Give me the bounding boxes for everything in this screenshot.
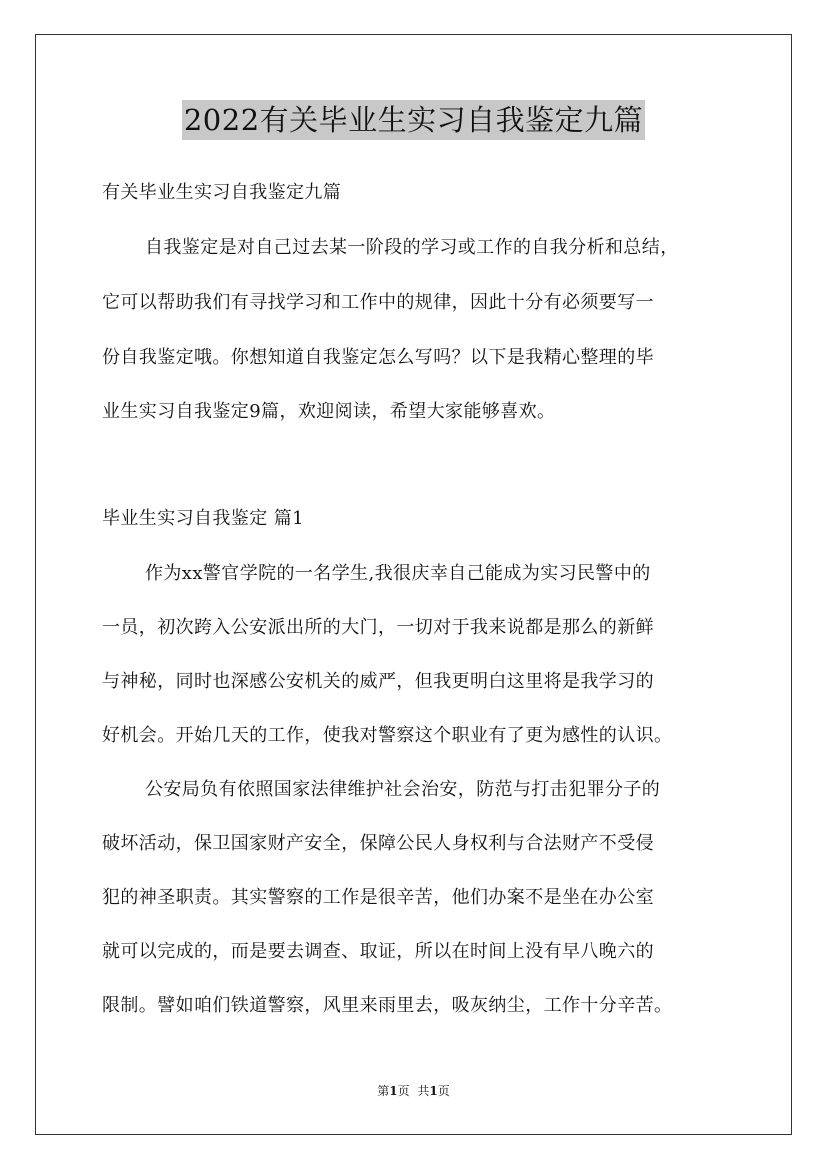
page-footer [0,1083,827,1099]
paragraph-line: 公安局负有依照国家法律维护社会治安，防范与打击犯罪分子的 [145,779,661,800]
footer-page-suffix: 页 [397,1084,410,1098]
paragraph-line: 与神秘，同时也深感公安机关的威严，但我更明白这里将是我学习的 [102,671,654,692]
footer-total-prefix: 共 [417,1084,430,1098]
title-container [0,100,827,140]
paragraph-line: 限制。譬如咱们铁道警察，风里来雨里去，吸灰纳尘，工作十分辛苦。 [102,995,673,1016]
paragraph-line: 一员，初次跨入公安派出所的大门，一切对于我来说都是那么的新鲜 [102,617,654,638]
intro-line: 自我鉴定是对自己过去某一阶段的学习或工作的自我分析和总结， [145,237,679,258]
footer-total-suffix: 页 [437,1084,450,1098]
footer-page-prefix: 第 [377,1084,390,1098]
section-heading: 毕业生实习自我鉴定 篇1 [102,508,304,529]
paragraph-line: 好机会。开始几天的工作，使我对警察这个职业有了更为感性的认识。 [102,725,673,746]
intro-line: 业生实习自我鉴定9篇，欢迎阅读，希望大家能够喜欢。 [102,401,556,422]
footer-page-number: 1 [389,1084,398,1098]
paragraph-line: 作为xx警官学院的一名学生,我很庆幸自己能成为实习民警中的 [145,563,651,584]
intro-line: 份自我鉴定哦。你想知道自我鉴定怎么写吗？以下是我精心整理的毕 [102,347,654,368]
document-title: 2022有关毕业生实习自我鉴定九篇 [182,100,645,140]
footer-total-number: 1 [429,1084,438,1098]
paragraph-line: 犯的神圣职责。其实警察的工作是很辛苦，他们办案不是坐在办公室 [102,887,654,908]
intro-line: 它可以帮助我们有寻找学习和工作中的规律，因此十分有必须要写一 [102,292,654,313]
paragraph-line: 破坏活动，保卫国家财产安全，保障公民人身权利与合法财产不受侵 [102,833,654,854]
document-subtitle: 有关毕业生实习自我鉴定九篇 [102,182,342,203]
paragraph-line: 就可以完成的，而是要去调查、取证，所以在时间上没有早八晚六的 [102,941,654,962]
